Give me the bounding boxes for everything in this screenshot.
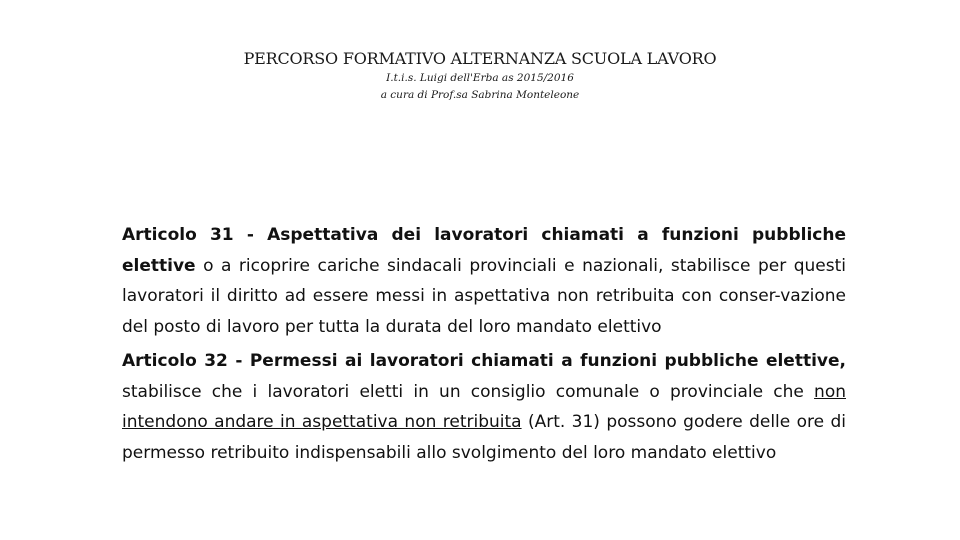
- article-31-heading: Articolo 31 - Aspettativa dei lavoratori chiamati a funzioni pubbliche elettive: [122, 225, 846, 276]
- article-32-text-after: (Art. 31) possono godere delle ore di permesso retribuito indispensabili allo svolgimento del loro mandato elettivo: [122, 412, 846, 463]
- slide-title: PERCORSO FORMATIVO ALTERNANZA SCUOLA LAVORO: [243, 49, 717, 68]
- article-31-text: o a ricoprire cariche sindacali provinciali e nazionali, stabilisce per questi lavoratori il diritto ad essere messi in aspettativa non retribuita con conser-vazione del posto di lavoro per tutta la durata del loro mandato elettivo: [122, 255, 846, 337]
- author-line: a cura di Prof.sa Sabrina Monteleone: [380, 89, 580, 101]
- slide-header: [0, 48, 960, 104]
- article-32-underlined-text: non intendono andare in aspettativa non retribuita: [122, 381, 846, 432]
- article-32-heading: Articolo 32 - Permessi ai lavoratori chiamati a funzioni pubbliche elettive,: [122, 351, 846, 371]
- article-32-paragraph: [122, 346, 846, 468]
- article-32-text-before: stabilisce che i lavoratori eletti in un consiglio comunale o provinciale che: [122, 381, 815, 402]
- article-31-paragraph: [122, 220, 846, 342]
- school-line: I.t.i.s. Luigi dell'Erba as 2015/2016: [386, 72, 574, 84]
- slide-body: [122, 220, 846, 472]
